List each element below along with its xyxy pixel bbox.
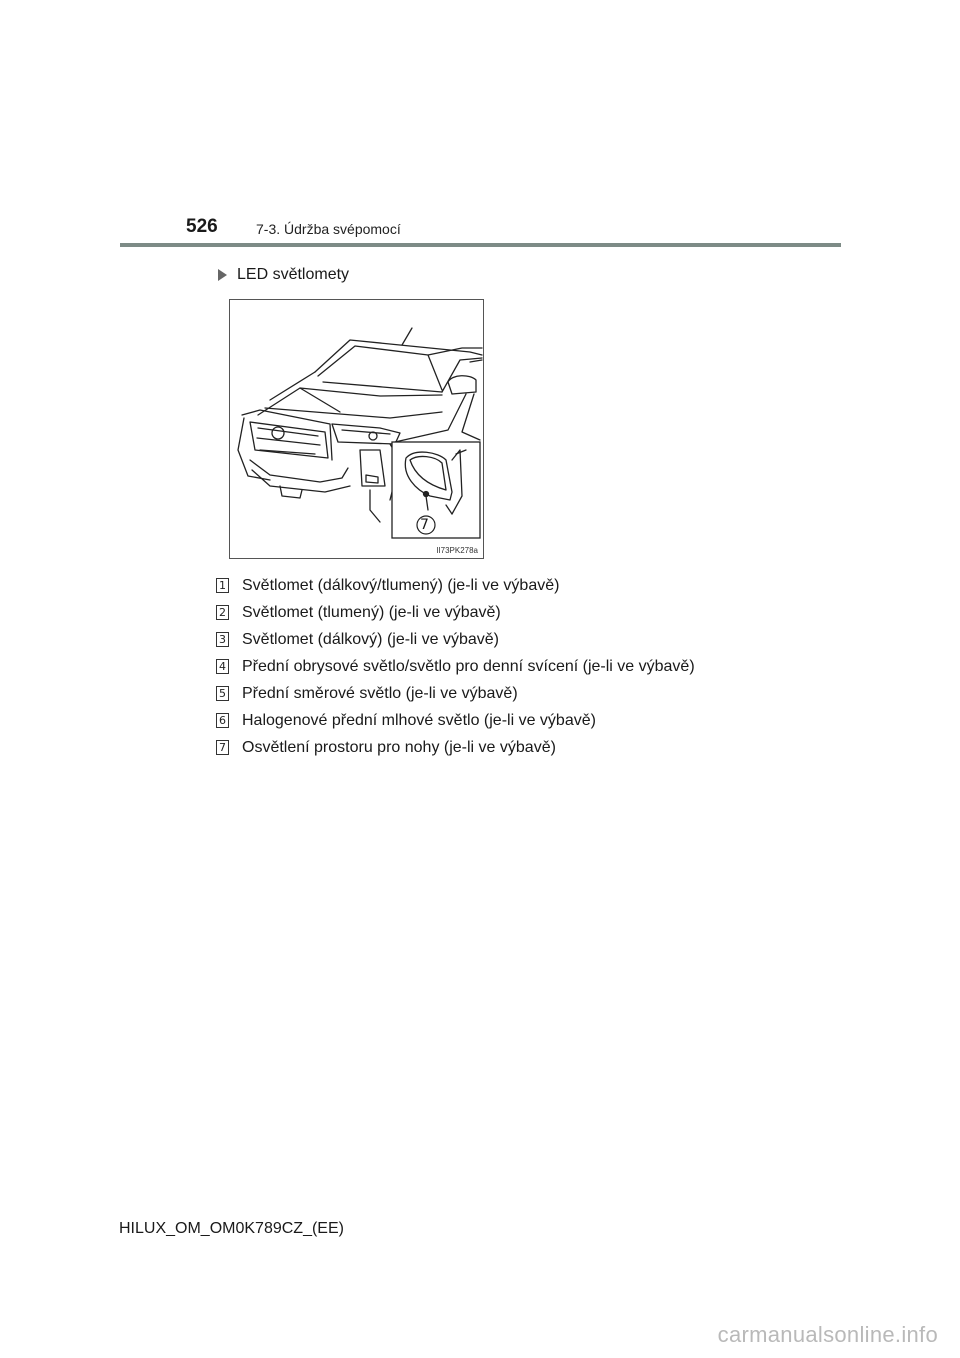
legend-item xyxy=(216,572,695,599)
legend-text: Světlomet (tlumený) (je-li ve výbavě) xyxy=(242,603,501,621)
illustration-figure xyxy=(229,299,484,559)
number-badge: 3 xyxy=(216,632,229,647)
header-rule xyxy=(120,243,841,247)
legend-list xyxy=(216,572,695,761)
subheading xyxy=(218,266,349,284)
legend-text: Světlomet (dálkový/tlumený) (je-li ve výbavě) xyxy=(242,576,560,594)
legend-item xyxy=(216,707,695,734)
vehicle-illustration xyxy=(230,300,484,559)
section-title: 7-3. Údržba svépomocí xyxy=(256,221,401,237)
legend-text: Světlomet (dálkový) (je-li ve výbavě) xyxy=(242,630,499,648)
number-badge: 7 xyxy=(216,740,229,755)
watermark[interactable]: carmanualsonline.info xyxy=(717,1322,938,1347)
figure-code: II73PK278a xyxy=(436,546,478,555)
callout-number: 7 xyxy=(420,517,429,533)
legend-text: Přední obrysové světlo/světlo pro denní svícení (je-li ve výbavě) xyxy=(242,657,695,675)
legend-text: Přední směrové světlo (je-li ve výbavě) xyxy=(242,684,518,702)
triangle-bullet-icon xyxy=(218,269,227,281)
legend-item xyxy=(216,680,695,707)
legend-item xyxy=(216,599,695,626)
legend-item xyxy=(216,653,695,680)
page-number: 526 xyxy=(186,216,218,237)
legend-text: Halogenové přední mlhové světlo (je-li ve výbavě) xyxy=(242,711,596,729)
legend-item xyxy=(216,734,695,761)
number-badge: 6 xyxy=(216,713,229,728)
footer-document-id: HILUX_OM_OM0K789CZ_(EE) xyxy=(119,1220,344,1237)
subheading-text: LED světlomety xyxy=(237,266,350,283)
legend-item xyxy=(216,626,695,653)
number-badge: 5 xyxy=(216,686,229,701)
legend-text: Osvětlení prostoru pro nohy (je-li ve výbavě) xyxy=(242,738,556,756)
number-badge: 1 xyxy=(216,578,229,593)
number-badge: 2 xyxy=(216,605,229,620)
number-badge: 4 xyxy=(216,659,229,674)
